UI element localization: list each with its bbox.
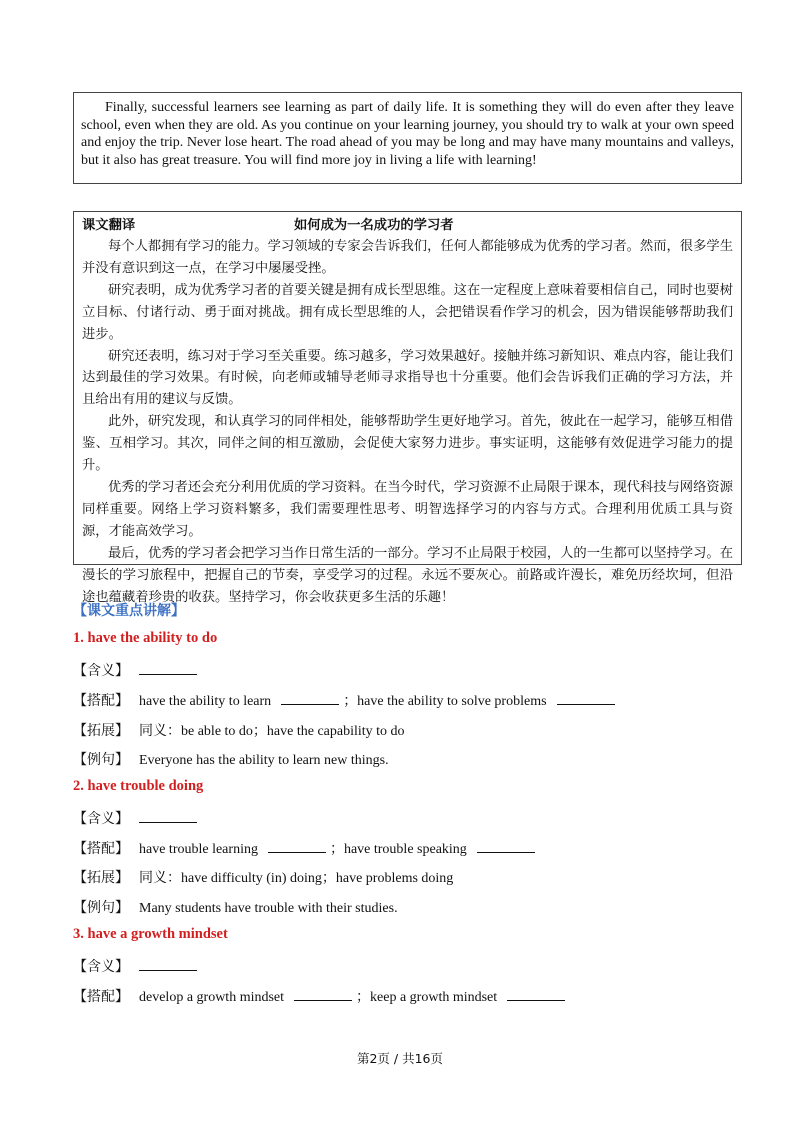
collocation-text: ；have the ability to solve problems: [343, 694, 547, 709]
page-footer: 第2页 / 共16页: [356, 1051, 444, 1066]
extension-row: [73, 867, 453, 887]
collocation-tag: 【搭配】: [73, 693, 129, 709]
answer-blank[interactable]: [268, 840, 326, 853]
translation-title: 如何成为一名成功的学习者: [294, 218, 454, 233]
translation-paragraph: 此外，研究发现，和认真学习的同伴相处，能够帮助学生更好地学习。首先，彼此在一起学习，能够互相借鉴、互相学习。其次，同伴之间的相互激励，会促使大家努力进步。事实证明，这能够有效促进学习能力的提升。: [82, 414, 733, 474]
collocation-tag: 【搭配】: [73, 841, 129, 857]
collocation-tag: 【搭配】: [73, 989, 129, 1005]
meaning-tag: 【含义】: [73, 959, 129, 975]
translation-header: [82, 215, 733, 236]
meaning-row: [73, 660, 201, 680]
meaning-tag: 【含义】: [73, 811, 129, 827]
english-passage-box: [73, 92, 742, 184]
answer-blank[interactable]: [139, 662, 197, 675]
translation-box: [73, 211, 742, 605]
meaning-row: [73, 956, 201, 976]
collocation-row: [73, 986, 569, 1006]
collocation-text: have trouble learning: [139, 842, 258, 857]
example-text: Many students have trouble with their studies.: [139, 901, 398, 916]
collocation-text: develop a growth mindset: [139, 990, 285, 1005]
answer-blank[interactable]: [477, 840, 535, 853]
example-row: [73, 749, 389, 769]
english-paragraph: Finally, successful learners see learning as part of daily life. It is something they will do even after they leave school, even when they are old. As you continue on your learning journey, you should try to walk at your own speed and enjoy the trip. Never lose heart. The road ahead of you may be long and may have many mountains and valleys, but it also has great treasure. You will find more joy in living a life with learning!: [81, 100, 734, 168]
example-row: [73, 897, 398, 917]
section-title: 【课文重点讲解】: [73, 603, 185, 619]
extension-text: 同义：be able to do；have the capability to do: [139, 724, 405, 739]
translation-paragraph: 优秀的学习者还会充分利用优质的学习资料。在当今时代，学习资源不止局限于课本，现代科技与网络资源同样重要。网络上学习资料繁多，我们需要理性思考、明智选择学习的内容与方式。合理利用优质工具与资源，才能高效学习。: [82, 479, 733, 539]
extension-row: [73, 720, 405, 740]
translation-paragraph: 每个人都拥有学习的能力。学习领域的专家会告诉我们，任何人都能够成为优秀的学习者。然而，很多学生并没有意识到这一点，在学习中屡屡受挫。: [82, 239, 733, 276]
collocation-row: [73, 838, 539, 858]
extension-tag: 【拓展】: [73, 723, 129, 739]
example-text: Everyone has the ability to learn new things.: [139, 753, 389, 768]
translation-paragraph: 最后，优秀的学习者会把学习当作日常生活的一部分。学习不止局限于校园，人的一生都可以坚持学习。在漫长的学习旅程中，把握自己的节奏，享受学习的过程。永远不要灰心。前路或许漫长，难免历经坎坷，但沿途也蕴藏着珍贵的收获。坚持学习，你会收获更多生活的乐趣！: [82, 545, 733, 605]
extension-text: 同义：have difficulty (in) doing；have problems doing: [139, 871, 454, 886]
translation-label: 课文翻译: [82, 218, 136, 233]
answer-blank[interactable]: [139, 958, 197, 971]
translation-paragraph: 研究还表明，练习对于学习至关重要。练习越多，学习效果越好。接触并练习新知识、难点内容，能让我们达到最佳的学习效果。有时候，向老师或辅导老师寻求指导也十分重要。他们会告诉我们正确的学习方法，并且给出有用的建议与反馈。: [82, 348, 733, 408]
answer-blank[interactable]: [557, 692, 615, 705]
collocation-text: have the ability to learn: [139, 694, 272, 709]
item-heading: 3. have a growth mindset: [73, 926, 228, 942]
example-tag: 【例句】: [73, 900, 129, 916]
item-heading: 2. have trouble doing: [73, 778, 204, 794]
example-tag: 【例句】: [73, 752, 129, 768]
answer-blank[interactable]: [294, 988, 352, 1001]
extension-tag: 【拓展】: [73, 870, 129, 886]
collocation-row: [73, 690, 619, 710]
meaning-row: [73, 808, 201, 828]
collocation-text: ；keep a growth mindset: [356, 990, 498, 1005]
answer-blank[interactable]: [139, 810, 197, 823]
translation-paragraph: 研究表明，成为优秀学习者的首要关键是拥有成长型思维。这在一定程度上意味着要相信自己，同时也要树立目标、付诸行动、勇于面对挑战。拥有成长型思维的人，会把错误看作学习的机会，因为错误能够帮助我们进步。: [82, 282, 733, 342]
collocation-text: ；have trouble speaking: [329, 842, 467, 857]
item-heading: 1. have the ability to do: [73, 630, 218, 646]
answer-blank[interactable]: [281, 692, 339, 705]
answer-blank[interactable]: [507, 988, 565, 1001]
meaning-tag: 【含义】: [73, 663, 129, 679]
